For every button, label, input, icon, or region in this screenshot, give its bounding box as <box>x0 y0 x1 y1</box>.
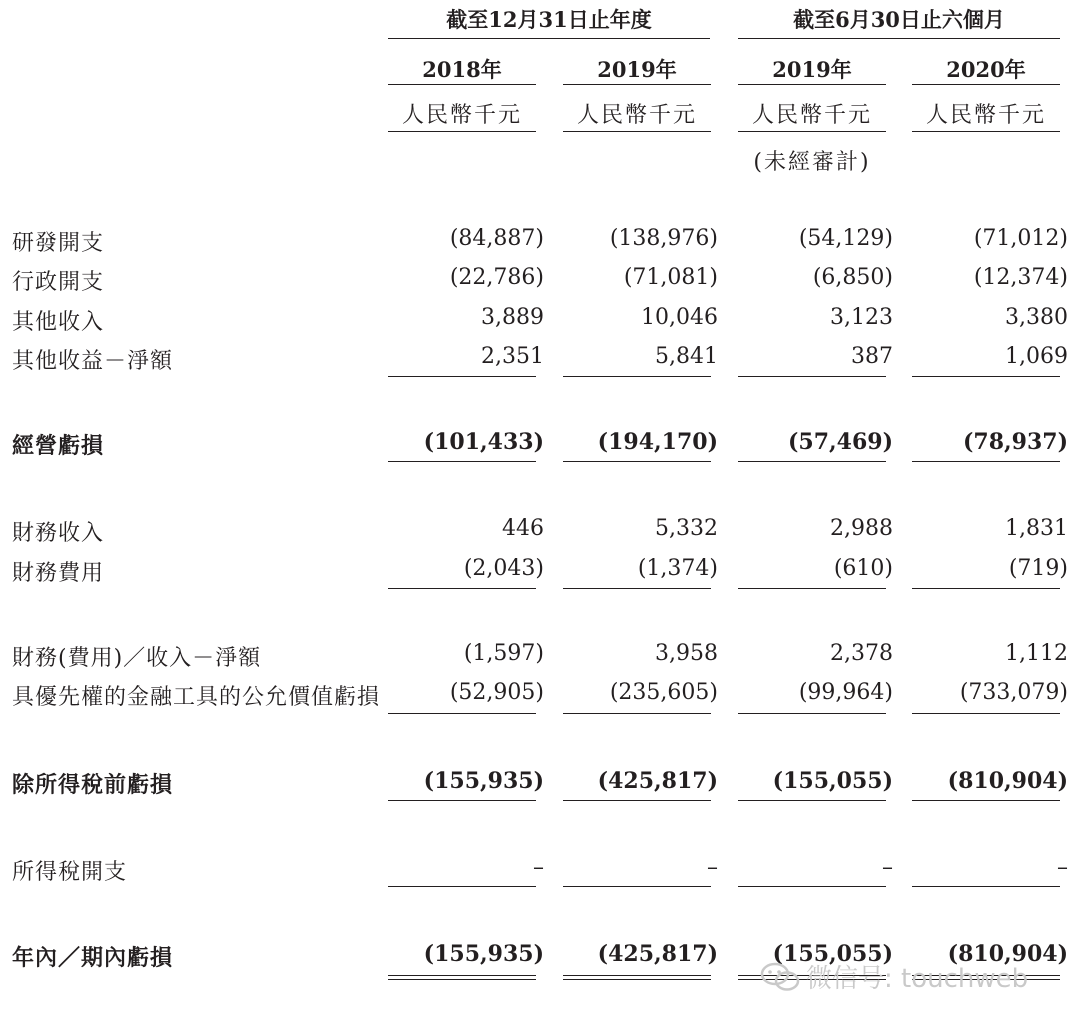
row-value: (99,964) <box>798 680 893 705</box>
header-group-interim: 截至6月30日止六個月 <box>793 7 1005 32</box>
header-group-annual-rule <box>388 38 710 39</box>
subtotal-rule <box>912 376 1060 377</box>
row-value: 3,123 <box>830 305 893 330</box>
row-value: (235,605) <box>609 680 718 705</box>
subtotal-rule <box>738 461 886 462</box>
row-value: (810,904) <box>947 768 1068 794</box>
row-value: 446 <box>502 516 544 541</box>
subtotal-rule <box>388 461 536 462</box>
row-value: (6,850) <box>812 265 893 290</box>
header-year-2020-interim: 2020年 <box>946 57 1026 82</box>
header-unit-rule <box>912 131 1060 132</box>
row-label: 年內／期內虧損 <box>12 945 174 971</box>
row-value: 387 <box>851 344 893 369</box>
row-value: (2,043) <box>463 556 544 581</box>
subtotal-rule <box>738 713 886 714</box>
total-double-rule <box>388 975 536 980</box>
row-value: (57,469) <box>787 429 893 455</box>
row-value: (1,597) <box>463 641 544 666</box>
row-value: (54,129) <box>798 226 893 251</box>
row-value: (194,170) <box>597 429 718 455</box>
header-unit: 人民幣千元 <box>751 103 872 128</box>
subtotal-rule <box>912 886 1060 887</box>
header-unaudited-note: (未經審計) <box>753 150 871 175</box>
row-value: (138,976) <box>609 226 718 251</box>
row-value: (101,433) <box>423 429 544 455</box>
row-value: – <box>533 855 544 880</box>
header-year-2019-interim: 2019年 <box>772 57 852 82</box>
row-value: 1,069 <box>1005 344 1068 369</box>
row-value: 5,841 <box>655 344 718 369</box>
watermark-text: 微信号: touchweb <box>806 964 1029 994</box>
row-value: – <box>882 855 893 880</box>
row-value: 2,378 <box>830 641 893 666</box>
header-year-rule <box>738 84 886 85</box>
total-double-rule <box>563 975 711 980</box>
row-value: 2,351 <box>481 344 544 369</box>
row-value: (155,935) <box>423 941 544 967</box>
row-label: 財務收入 <box>12 521 105 546</box>
header-year-rule <box>563 84 711 85</box>
row-value: – <box>1057 855 1068 880</box>
subtotal-rule <box>563 713 711 714</box>
row-value: 1,831 <box>1005 516 1068 541</box>
subtotal-rule <box>388 376 536 377</box>
row-value: 10,046 <box>641 305 718 330</box>
row-label: 除所得稅前虧損 <box>12 772 174 798</box>
subtotal-rule <box>388 800 536 801</box>
row-value: (425,817) <box>597 941 718 967</box>
row-value: (22,786) <box>449 265 544 290</box>
row-value: (78,937) <box>962 429 1068 455</box>
row-value: 3,958 <box>655 641 718 666</box>
subtotal-rule <box>388 713 536 714</box>
row-value: (1,374) <box>637 556 718 581</box>
row-value: – <box>707 855 718 880</box>
subtotal-rule <box>912 800 1060 801</box>
wechat-icon <box>760 962 800 992</box>
header-unit-rule <box>563 131 711 132</box>
row-value: (810,904) <box>947 941 1068 967</box>
header-unit: 人民幣千元 <box>576 103 697 128</box>
row-label: 行政開支 <box>12 270 105 295</box>
row-value: (425,817) <box>597 768 718 794</box>
subtotal-rule <box>563 886 711 887</box>
subtotal-rule <box>563 800 711 801</box>
row-value: (52,905) <box>449 680 544 705</box>
row-value: (71,012) <box>973 226 1068 251</box>
row-value: (610) <box>833 556 893 581</box>
row-label: 其他收益－淨額 <box>12 349 174 374</box>
header-group-annual: 截至12月31日止年度 <box>446 7 652 32</box>
row-label: 所得稅開支 <box>12 860 128 885</box>
subtotal-rule <box>738 588 886 589</box>
wechat-watermark <box>760 958 1028 995</box>
row-value: (155,055) <box>772 941 893 967</box>
header-unit: 人民幣千元 <box>401 103 522 128</box>
row-value: 3,380 <box>1005 305 1068 330</box>
header-unit-rule <box>388 131 536 132</box>
row-value: (155,935) <box>423 768 544 794</box>
row-value: (155,055) <box>772 768 893 794</box>
row-value: 5,332 <box>655 516 718 541</box>
subtotal-rule <box>738 800 886 801</box>
row-value: (12,374) <box>973 265 1068 290</box>
subtotal-rule <box>388 588 536 589</box>
subtotal-rule <box>738 886 886 887</box>
row-value: 3,889 <box>481 305 544 330</box>
row-value: (84,887) <box>449 226 544 251</box>
row-value: (733,079) <box>959 680 1068 705</box>
subtotal-rule <box>563 376 711 377</box>
row-value: (71,081) <box>623 265 718 290</box>
row-label: 具優先權的金融工具的公允價值虧損 <box>12 685 381 710</box>
header-year-2018: 2018年 <box>422 57 502 82</box>
header-year-rule <box>388 84 536 85</box>
row-value: (719) <box>1008 556 1068 581</box>
header-year-2019: 2019年 <box>597 57 677 82</box>
subtotal-rule <box>912 588 1060 589</box>
row-label: 財務費用 <box>12 561 105 586</box>
header-unit-rule <box>738 131 886 132</box>
row-label: 財務(費用)／收入－淨額 <box>12 646 262 671</box>
header-year-rule <box>912 84 1060 85</box>
row-label: 經營虧損 <box>12 433 105 459</box>
header-unit: 人民幣千元 <box>925 103 1046 128</box>
subtotal-rule <box>912 713 1060 714</box>
subtotal-rule <box>563 588 711 589</box>
subtotal-rule <box>738 376 886 377</box>
row-label: 研發開支 <box>12 231 105 256</box>
subtotal-rule <box>388 886 536 887</box>
subtotal-rule <box>912 461 1060 462</box>
header-group-interim-rule <box>738 38 1060 39</box>
row-label: 其他收入 <box>12 310 105 335</box>
subtotal-rule <box>563 461 711 462</box>
row-value: 2,988 <box>830 516 893 541</box>
row-value: 1,112 <box>1005 641 1068 666</box>
